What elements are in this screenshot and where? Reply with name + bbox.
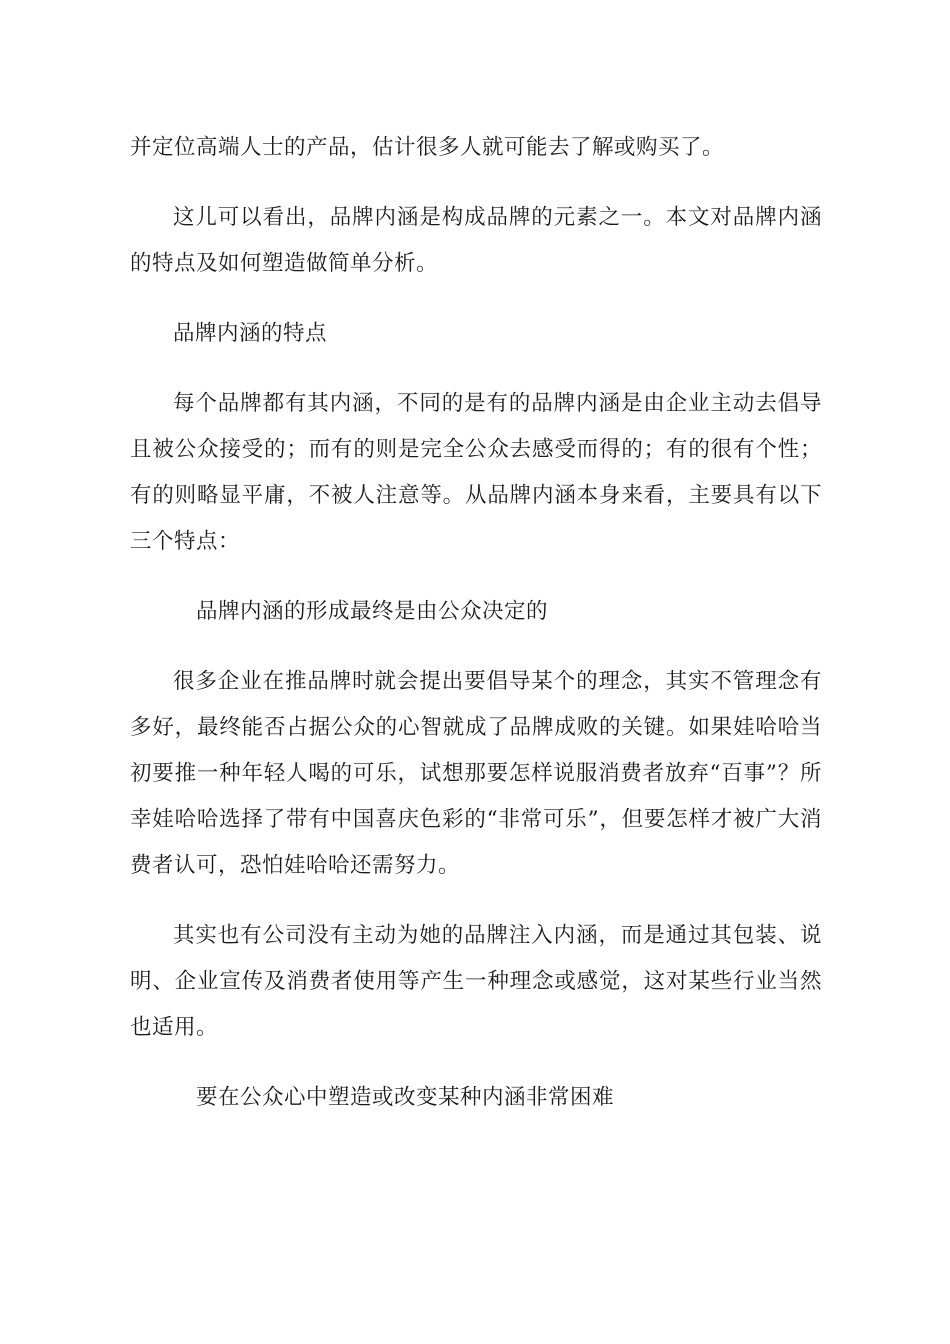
paragraph-packaging: 其实也有公司没有主动为她的品牌注入内涵，而是通过其包装、说明、企业宣传及消费者使用等产生一种理念或感觉，这对某些行业当然也适用。 <box>130 923 822 1040</box>
document-body <box>130 125 822 1121</box>
paragraph-features: 每个品牌都有其内涵，不同的是有的品牌内涵是由企业主动去倡导且被公众接受的；而有的则是完全公众去感受而得的；有的很有个性；有的则略显平庸，不被人注意等。从品牌内涵本身来看，主要具有以下三个特点： <box>130 391 822 554</box>
subsection-heading-1: 品牌内涵的形成最终是由公众决定的 <box>196 599 549 624</box>
paragraph-example: 很多企业在推品牌时就会提出要倡导某个的理念，其实不管理念有多好，最终能否占据公众的心智就成了品牌成败的关键。如果娃哈哈当初要推一种年轻人喝的可乐，试想那要怎样说服消费者放弃“百事”？所幸娃哈哈选择了带有中国喜庆色彩的“非常可乐”，但要怎样才被广大消费者认可，恐怕娃哈哈还需努力。 <box>130 669 822 878</box>
paragraph-continuation: 并定位高端人士的产品，估计很多人就可能去了解或购买了。 <box>130 135 725 160</box>
section-heading: 品牌内涵的特点 <box>173 321 328 346</box>
subsection-heading-2: 要在公众心中塑造或改变某种内涵非常困难 <box>196 1085 615 1110</box>
paragraph-intro: 这儿可以看出，品牌内涵是构成品牌的元素之一。本文对品牌内涵的特点及如何塑造做简单分析。 <box>130 205 822 276</box>
